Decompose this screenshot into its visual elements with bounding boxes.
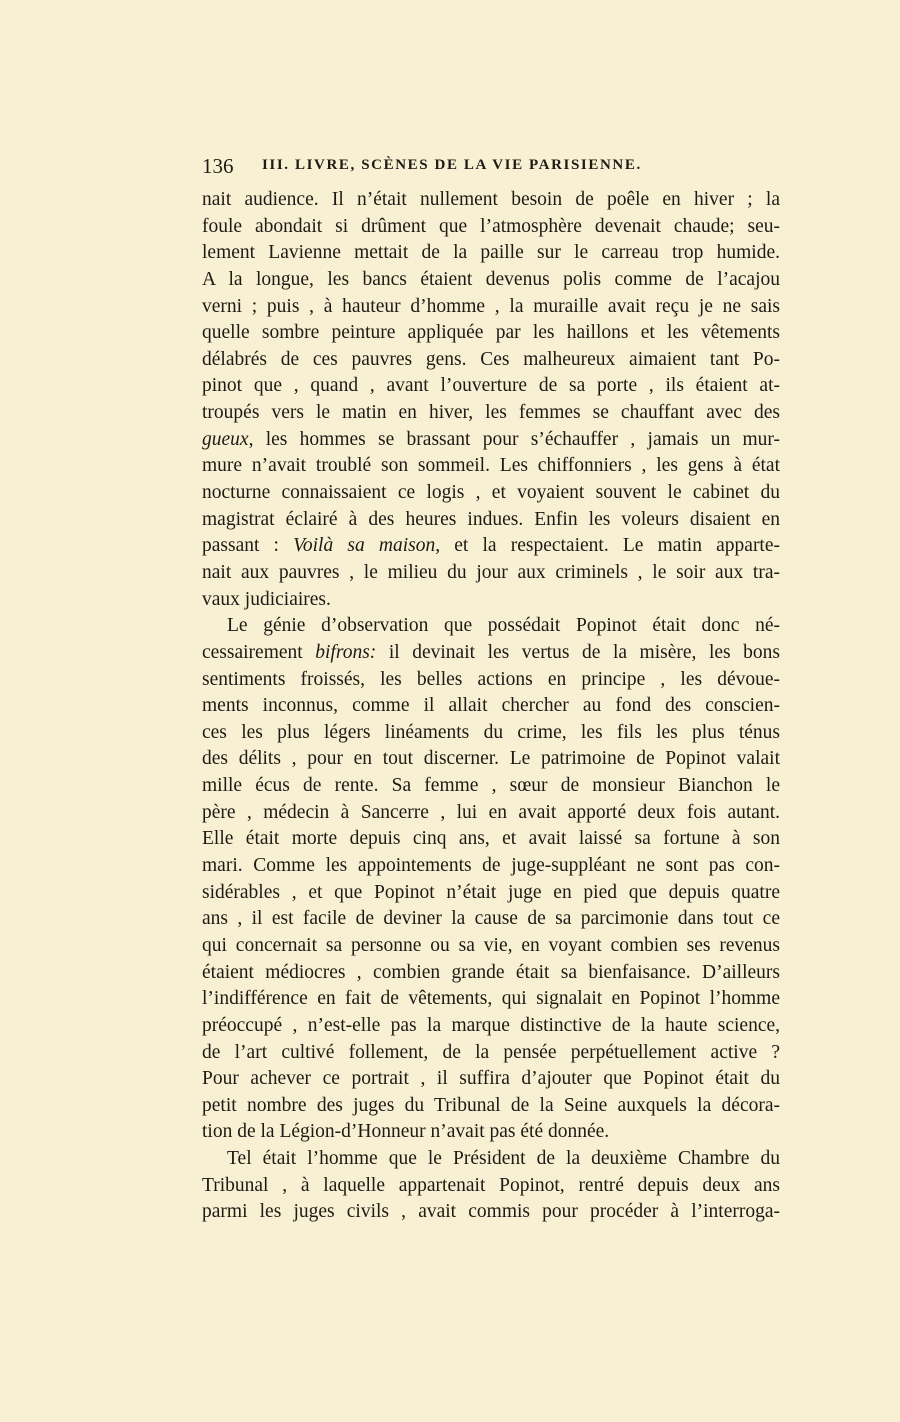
text-line: [202, 906, 780, 933]
text-line: [202, 480, 780, 507]
line-text: cessairement: [202, 641, 316, 663]
text-line: [202, 240, 780, 267]
line-text: des délits , pour en tout discerner. Le patrimoine de Popinot valait: [202, 748, 780, 770]
italic-text: bifrons:: [315, 641, 377, 663]
line-text: ans , il est facile de deviner la cause de sa parcimonie dans tout ce: [202, 908, 780, 930]
line-text: Tribunal , à laquelle appartenait Popinot, rentré depuis deux ans: [202, 1174, 780, 1196]
text-line: [202, 320, 780, 347]
line-text: pinot que , quand , avant l’ouverture de sa porte , ils étaient at-: [202, 375, 780, 397]
text-line: [202, 800, 780, 827]
text-line: [202, 294, 780, 321]
text-line: [202, 533, 780, 560]
text-line: [202, 853, 780, 880]
text-line: [202, 453, 780, 480]
line-text: père , médecin à Sancerre , lui en avait apporté deux fois autant.: [202, 801, 780, 823]
line-text: ments inconnus, comme il allait chercher au fond des conscien-: [202, 695, 780, 717]
text-line: [202, 933, 780, 960]
text-line: [202, 773, 780, 800]
text-line: [202, 427, 780, 454]
line-text: , et la respectaient. Le matin apparte-: [435, 535, 780, 557]
text-line: [202, 1040, 780, 1067]
text-line: [202, 720, 780, 747]
text-line: [202, 1146, 780, 1173]
line-text: Le génie d’observation que possédait Popinot était donc né-: [227, 615, 780, 637]
text-line: [202, 826, 780, 853]
line-text: magistrat éclairé à des heures indues. Enfin les voleurs disaient en: [202, 508, 780, 530]
text-line: [202, 1066, 780, 1093]
line-text: nait audience. Il n’était nullement besoin de poêle en hiver ; la: [202, 189, 780, 210]
line-text: de l’art cultivé follement, de la pensée perpétuellement active ?: [202, 1041, 780, 1063]
italic-text: gueux: [202, 428, 249, 450]
line-text: lement Lavienne mettait de la paille sur le carreau trop humide.: [202, 242, 780, 264]
page-number: 136: [202, 154, 234, 178]
italic-text: Voilà sa maison: [293, 535, 436, 557]
line-text: Pour achever ce portrait , il suffira d’ajouter que Popinot était du: [202, 1068, 780, 1090]
line-text: , les hommes se brassant pour s’échauffer , jamais un mur-: [248, 428, 780, 450]
line-text: l’indifférence en fait de vêtements, qui signalait en Popinot l’homme: [202, 988, 780, 1010]
line-text: parmi les juges civils , avait commis pour procéder à l’interroga-: [202, 1201, 780, 1223]
line-text: foule abondait si drûment que l’atmosphère devenait chaude; seu-: [202, 215, 780, 237]
text-line: [202, 373, 780, 400]
text-line: [202, 267, 780, 294]
text-line: [202, 880, 780, 907]
text-line: [202, 746, 780, 773]
line-text: ces les plus légers linéaments du crime, les fils les plus ténus: [202, 721, 780, 743]
running-head-title: III. LIVRE, SCÈNES DE LA VIE PARISIENNE.: [262, 157, 642, 173]
line-text: vaux judiciaires.: [202, 588, 331, 610]
text-line: [202, 1093, 780, 1120]
line-text: qui concernait sa personne ou sa vie, en voyant combien ses revenus: [202, 934, 780, 956]
line-text: troupés vers le matin en hiver, les femmes se chauffant avec des: [202, 402, 780, 424]
line-text: tion de la Légion-d’Honneur n’avait pas été donnée.: [202, 1121, 610, 1143]
page-body-text: [202, 187, 780, 1226]
text-line: [202, 1119, 780, 1146]
text-line: [202, 560, 780, 587]
line-text: sidérables , et que Popinot n’était juge en pied que depuis quatre: [202, 881, 780, 903]
text-line: [202, 187, 780, 214]
line-text: passant :: [202, 535, 294, 557]
text-line: [202, 347, 780, 374]
text-line: [202, 960, 780, 987]
line-text: A la longue, les bancs étaient devenus polis comme de l’acajou: [202, 268, 780, 290]
line-text: petit nombre des juges du Tribunal de la Seine auxquels la décora-: [202, 1094, 780, 1116]
running-header: [202, 154, 780, 180]
text-line: [202, 1013, 780, 1040]
text-line: [202, 507, 780, 534]
line-text: Elle était morte depuis cinq ans, et avait laissé sa fortune à son: [202, 828, 780, 850]
line-text: Tel était l’homme que le Président de la deuxième Chambre du: [227, 1148, 780, 1170]
text-line: [202, 1173, 780, 1200]
line-text: nocturne connaissaient ce logis , et voyaient souvent le cabinet du: [202, 482, 780, 504]
text-line: [202, 640, 780, 667]
line-text: étaient médiocres , combien grande était sa bienfaisance. D’ailleurs: [202, 961, 780, 983]
line-text: sentiments froissés, les belles actions en principe , les dévoue-: [202, 668, 780, 690]
line-text: quelle sombre peinture appliquée par les haillons et les vêtements: [202, 322, 780, 344]
text-line: [202, 587, 780, 614]
line-text: préoccupé , n’est-elle pas la marque distinctive de la haute science,: [202, 1014, 780, 1036]
line-text: mure n’avait troublé son sommeil. Les chiffonniers , les gens à état: [202, 455, 780, 477]
line-text: mari. Comme les appointements de juge-suppléant ne sont pas con-: [202, 855, 780, 877]
text-line: [202, 613, 780, 640]
line-text: il devinait les vertus de la misère, les bons: [376, 641, 781, 663]
text-line: [202, 667, 780, 694]
line-text: délabrés de ces pauvres gens. Ces malheureux aimaient tant Po-: [202, 348, 780, 370]
text-line: [202, 693, 780, 720]
line-text: nait aux pauvres , le milieu du jour aux criminels , le soir aux tra-: [202, 561, 780, 583]
line-text: verni ; puis , à hauteur d’homme , la muraille avait reçu je ne sais: [202, 295, 780, 317]
line-text: mille écus de rente. Sa femme , sœur de monsieur Bianchon le: [202, 775, 780, 797]
text-line: [202, 400, 780, 427]
text-line: [202, 214, 780, 241]
text-line: [202, 986, 780, 1013]
text-line: [202, 1199, 780, 1226]
